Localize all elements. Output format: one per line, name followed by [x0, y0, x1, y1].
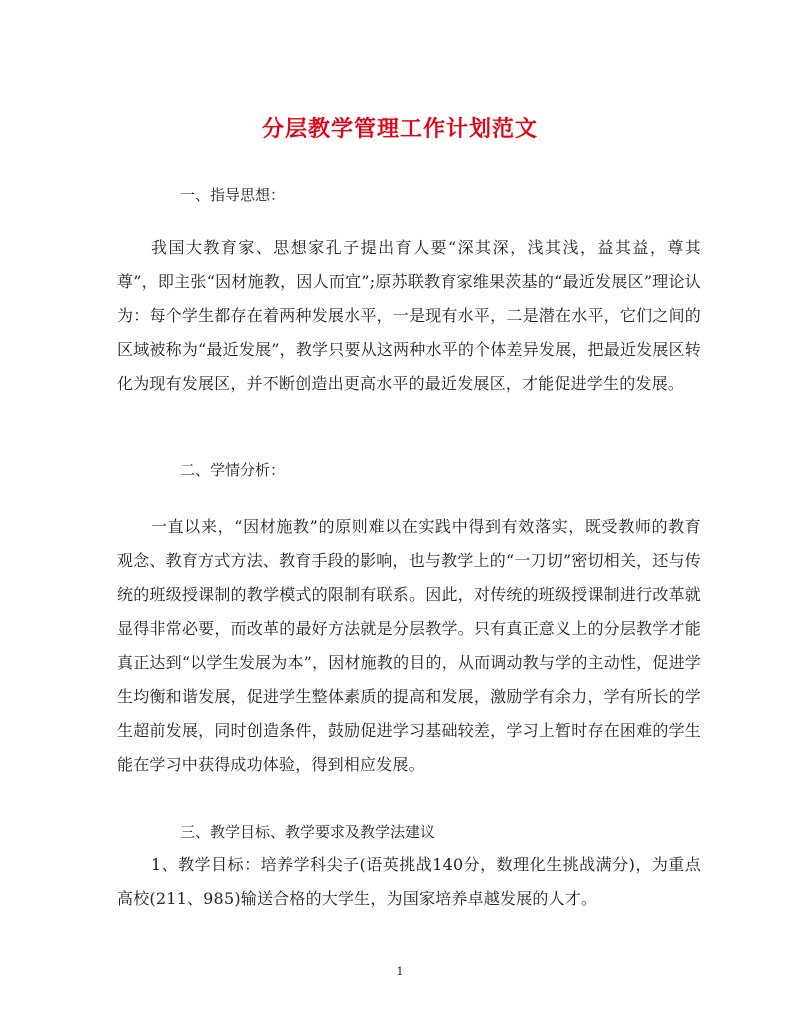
document-title: 分层教学管理工作计划范文 — [261, 116, 538, 142]
page-number: 1 — [396, 965, 404, 978]
section-heading-teaching-goals: 三、教学目标、教学要求及教学法建议 — [180, 823, 436, 841]
section-heading-guiding-thought: 一、指导思想： — [180, 186, 286, 204]
section-paragraph-teaching-goals: 1、教学目标：培养学科尖子(语英挑战140分，数理化生挑战满分)，为重点高校(211、985)输送合格的大学生，为国家培养卓越发展的人才。 — [117, 855, 701, 908]
section-paragraph-student-analysis: 一直以来，“因材施教”的原则难以在实践中得到有效落实，既受教师的教育观念、教育方式方法、教育手段的影响，也与教学上的“一刀切”密切相关，还与传统的班级授课制的教学模式的限制有联系。因此，对传统的班级授课制进行改革就显得非常必要，而改革的最好方法就是分层教学。只有真正意义上的分层教学才能真正达到“以学生发展为本”，因材施教的目的，从而调动教与学的主动性，促进学生均衡和谐发展，促进学生整体素质的提高和发展，激励学有余力，学有所长的学生超前发展，同时创造条件，鼓励促进学习基础较差，学习上暂时存在困难的学生能在学习中获得成功体验，得到相应发展。 — [117, 517, 701, 774]
section-paragraph-guiding-thought: 我国大教育家、思想家孔子提出育人要“深其深，浅其浅，益其益，尊其尊”，即主张“因材施教，因人而宜”;原苏联教育家维果茨基的“最近发展区”理论认为：每个学生都存在着两种发展水平，一是现有水平，二是潜在水平，它们之间的区域被称为“最近发展”，教学只要从这两种水平的个体差异发展，把最近发展区转化为现有发展区，并不断创造出更高水平的最近发展区，才能促进学生的发展。 — [117, 238, 701, 393]
section-heading-student-analysis: 二、学情分析： — [180, 461, 286, 479]
